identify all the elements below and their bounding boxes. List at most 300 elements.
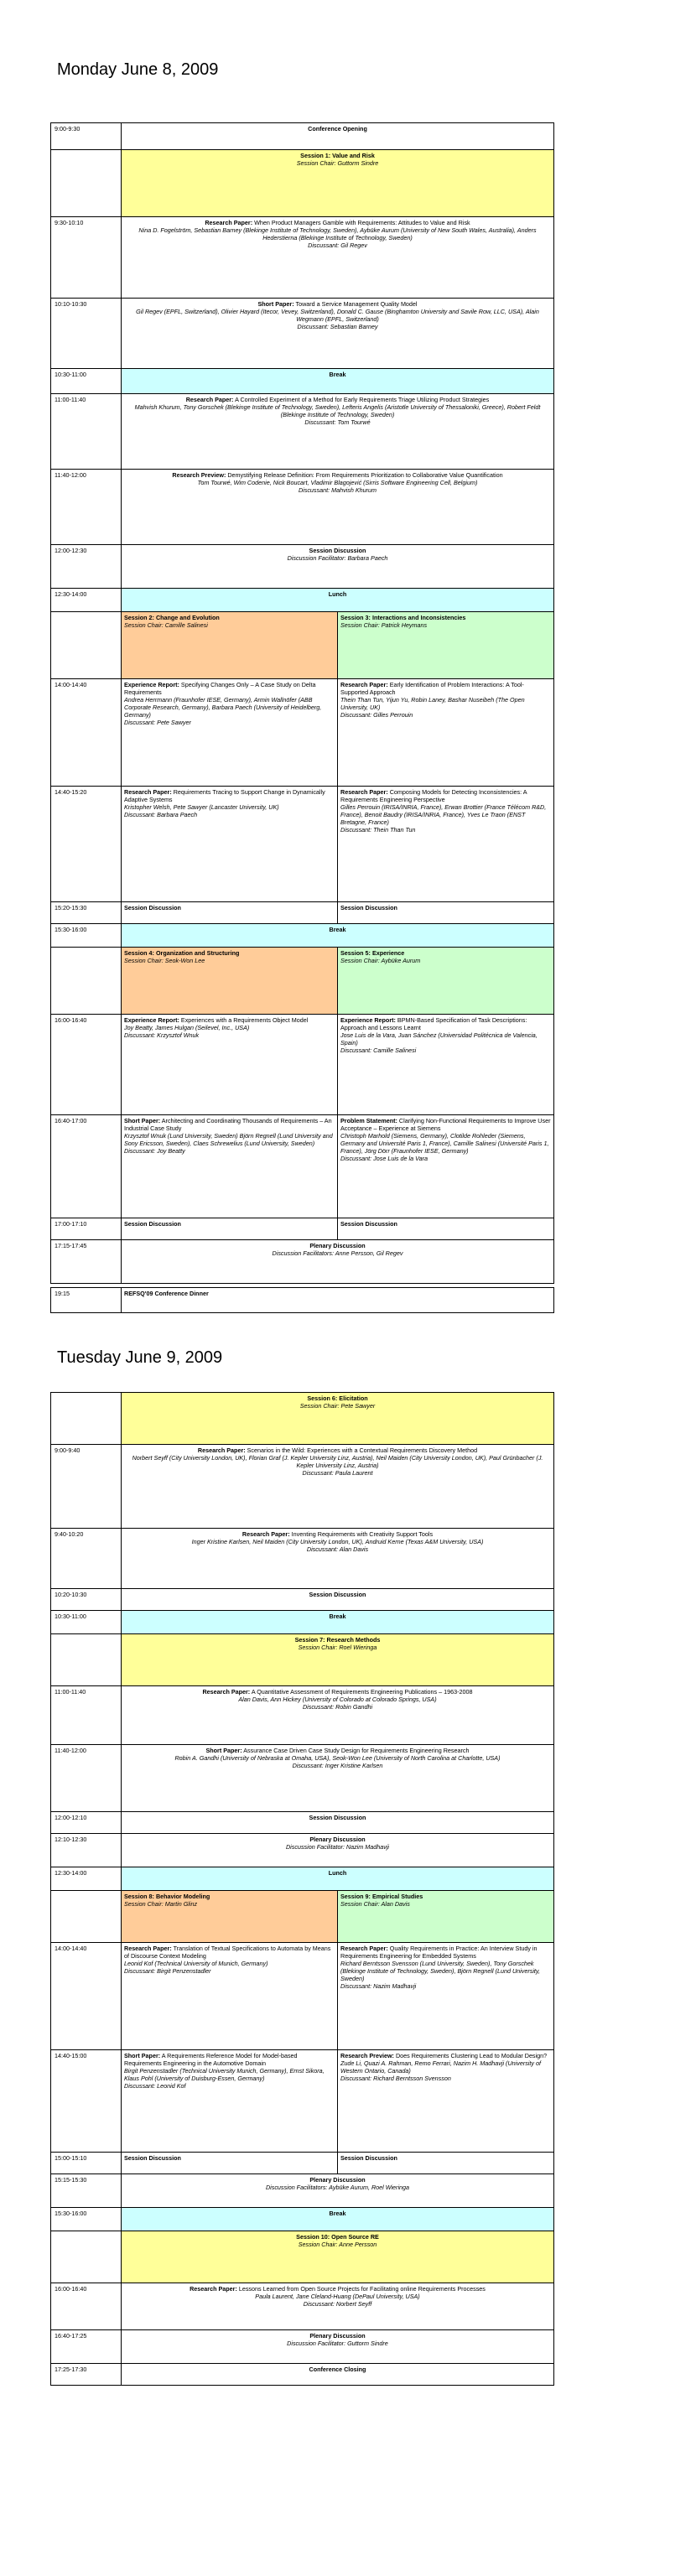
entry-text: Zude Li, Quazi A. Rahman, Remo Ferrari, Nazim H. Madhavji (University of Western Ontario, Canada) xyxy=(340,2059,541,2075)
entry-text: Paula Laurent, Jane Cleland-Huang (DePaul University, USA) xyxy=(255,2293,420,2300)
entry-text: Birgit Penzenstadler (Technical University Munich, Germany), Ernst Sikora, Klaus Pohl (University of Duisburg-Essen, Germany) xyxy=(124,2067,325,2082)
session-cell xyxy=(122,2174,554,2208)
entry-line xyxy=(340,1016,551,1031)
entry-line xyxy=(124,1454,551,1469)
schedule-row xyxy=(51,545,554,589)
entry-line xyxy=(124,1249,551,1257)
entry-text: Session Chair: Pete Sawyer xyxy=(299,1402,376,1410)
entry-text: Joy Beatty, James Hulgan (Seilevel, Inc., USA) xyxy=(124,1024,250,1031)
entry-text: Discussant: Gilles Perrouin xyxy=(340,711,413,719)
track-left-cell xyxy=(122,948,338,1015)
entry-text: Discussant: Leonid Kof xyxy=(124,2082,186,2090)
entry-line xyxy=(124,1545,551,1553)
entry-text: Session Chair: Seok-Won Lee xyxy=(124,957,205,964)
entry-text: Discussant: Norbert Seyff xyxy=(303,2300,372,2308)
track-left-cell xyxy=(122,1943,338,2050)
entry-text: Discussion Facilitator: Guttorm Sindre xyxy=(287,2340,388,2347)
session-cell xyxy=(122,470,554,545)
entry-kind: Experience Report: xyxy=(340,1016,396,1024)
entry-kind: Research Paper: xyxy=(340,788,388,796)
entry-line xyxy=(124,396,551,403)
entry-line xyxy=(340,803,551,826)
entry-text: Discussant: Thein Than Tun xyxy=(340,826,416,834)
entry-line xyxy=(124,1394,551,1402)
entry-line xyxy=(340,957,551,964)
entry-kind: Problem Statement: xyxy=(340,1117,397,1124)
entry-title: Assurance Case Driven Case Study Design for Requirements Engineering Research xyxy=(243,1747,470,1754)
time-cell: 17:15-17:45 xyxy=(51,1240,122,1284)
entry-line xyxy=(340,621,551,629)
session-cell xyxy=(122,1686,554,1745)
entry-line xyxy=(340,2059,551,2075)
entry-line xyxy=(124,471,551,479)
entry-text: Break xyxy=(329,926,346,933)
track-right-cell xyxy=(338,948,554,1015)
entry-kind: Short Paper: xyxy=(257,300,294,308)
schedule-row xyxy=(51,2174,554,2208)
entry-text: Discussant: Tom Tourwé xyxy=(304,418,371,426)
entry-title: A Requirements Reference Model for Model-based Requirements Engineering in the Automotive Domain xyxy=(124,2052,298,2067)
entry-text: Mahvish Khurum, Tony Gorschek (Blekinge Institute of Technology, Sweden), Lefteris Angelis (Aristotle University of Thessaloniki, Greece), Robert Feldt (Blekinge Institute of Technology, Sweden) xyxy=(134,403,541,418)
entry-line xyxy=(124,152,551,159)
entry-text: Conference Closing xyxy=(309,2366,366,2373)
entry-text: Lunch xyxy=(328,1869,347,1877)
entry-title: Inventing Requirements with Creativity Support Tools xyxy=(291,1530,434,1538)
entry-kind: Research Preview: xyxy=(172,471,226,479)
entry-line xyxy=(124,1469,551,1477)
track-left-cell xyxy=(122,2153,338,2174)
entry-text: Session 3: Interactions and Inconsistencies xyxy=(340,614,466,621)
entry-kind: Research Paper: xyxy=(197,1446,246,1454)
entry-line xyxy=(124,1132,335,1147)
entry-kind: Research Paper: xyxy=(202,1688,251,1696)
entry-line xyxy=(124,811,335,818)
session-cell xyxy=(122,1589,554,1611)
time-cell xyxy=(51,2231,122,2283)
time-cell: 16:00-16:40 xyxy=(51,2283,122,2330)
entry-text: Session Chair: Alan Davis xyxy=(340,1900,410,1908)
time-cell: 12:00-12:30 xyxy=(51,545,122,589)
session-cell xyxy=(122,1745,554,1812)
time-cell: 15:30-16:00 xyxy=(51,924,122,948)
session-cell xyxy=(122,1529,554,1589)
entry-line xyxy=(340,1982,551,1990)
entry-text: Session 9: Empirical Studies xyxy=(340,1893,423,1900)
day-title: Monday June 8, 2009 xyxy=(57,60,219,79)
entry-line xyxy=(124,2332,551,2340)
entry-title: Early Identification of Problem Interactions: A Tool-Supported Approach xyxy=(340,681,524,696)
track-right-cell xyxy=(338,679,554,787)
entry-line xyxy=(124,1762,551,1769)
track-right-cell xyxy=(338,1891,554,1943)
entry-text: Kristopher Welsh, Pete Sawyer (Lancaster University, UK) xyxy=(124,803,279,811)
entry-line xyxy=(340,1046,551,1054)
session-cell xyxy=(122,1867,554,1891)
entry-text: Leonid Kof (Technical University of Munich, Germany) xyxy=(124,1960,268,1967)
time-cell: 10:30-11:00 xyxy=(51,369,122,394)
entry-text: Gilles Perrouin (IRISA/INRIA, France), Erwan Brottier (France Télécom R&D, France), Benoit Baudry (IRISA/INRIA, France), Yves Le Traon (ENST Bretagne, France) xyxy=(340,803,547,826)
entry-text: Session 8: Behavior Modeling xyxy=(124,1893,210,1900)
session-cell xyxy=(122,299,554,369)
entry-line xyxy=(124,486,551,494)
time-cell xyxy=(51,948,122,1015)
entry-line xyxy=(124,1220,335,1228)
entry-kind: Research Paper: xyxy=(340,681,388,688)
time-cell: 14:40-15:00 xyxy=(51,2050,122,2153)
time-cell: 15:15-15:30 xyxy=(51,2174,122,2208)
entry-line xyxy=(340,1155,551,1162)
time-cell: 10:30-11:00 xyxy=(51,1611,122,1634)
schedule-row xyxy=(51,150,554,217)
entry-line xyxy=(124,1747,551,1754)
entry-text: Nina D. Fogelström, Sebastian Barney (Blekinge Institute of Technology, Sweden), Aybüke Aurum (University of New South Wales, Australia), Anders Hederstierna (Blekinge Institute of Technology, Sweden) xyxy=(138,226,537,242)
entry-line xyxy=(340,1132,551,1155)
time-cell: 11:00-11:40 xyxy=(51,1686,122,1745)
entry-kind: Research Preview: xyxy=(340,2052,394,2059)
session-cell xyxy=(122,1445,554,1529)
entry-line xyxy=(124,554,551,562)
entry-line xyxy=(124,1031,335,1039)
entry-line xyxy=(124,159,551,167)
track-left-cell xyxy=(122,1015,338,1115)
schedule-row xyxy=(51,948,554,1015)
entry-text: Discussant: Sebastian Barney xyxy=(297,323,378,330)
schedule-row xyxy=(51,589,554,612)
entry-kind: Short Paper: xyxy=(205,1747,242,1754)
entry-line xyxy=(124,621,335,629)
schedule-row xyxy=(51,1745,554,1812)
entry-line xyxy=(124,1843,551,1851)
schedule-row xyxy=(51,1240,554,1284)
entry-line xyxy=(124,1117,335,1132)
entry-text: Lunch xyxy=(328,590,347,598)
entry-title: A Controlled Experiment of a Method for Early Requirements Triage Utilizing Product Strategies xyxy=(235,396,490,403)
schedule-row xyxy=(51,123,554,150)
entry-text: Discussion Facilitator: Nazim Madhavji xyxy=(285,1843,390,1851)
track-left-cell xyxy=(122,2050,338,2153)
entry-line xyxy=(124,418,551,426)
track-left-cell xyxy=(122,1115,338,1218)
entry-text: Session Chair: Camille Salinesi xyxy=(124,621,208,629)
entry-line xyxy=(124,1530,551,1538)
schedule-row xyxy=(51,1015,554,1115)
entry-text: Discussant: Paula Laurent xyxy=(302,1469,373,1477)
entry-line xyxy=(340,2154,551,2162)
time-cell: 10:10-10:30 xyxy=(51,299,122,369)
entry-line xyxy=(340,949,551,957)
schedule-row xyxy=(51,679,554,787)
schedule-row xyxy=(51,2364,554,2386)
schedule-row xyxy=(51,924,554,948)
entry-line xyxy=(124,2067,335,2082)
entry-text: Session Chair: Patrick Heymans xyxy=(340,621,428,629)
entry-text: Plenary Discussion xyxy=(309,2176,366,2184)
entry-text: Discussant: Inger Kristine Karlsen xyxy=(292,1762,383,1769)
schedule-row xyxy=(51,1834,554,1867)
entry-line xyxy=(124,696,335,719)
entry-text: REFSQ'09 Conference Dinner xyxy=(124,1290,209,1297)
entry-text: Session Discussion xyxy=(124,1220,181,1228)
entry-line xyxy=(124,2176,551,2184)
entry-text: Discussant: Nazim Madhavji xyxy=(340,1982,417,1990)
schedule-row xyxy=(51,1611,554,1634)
time-cell: 15:20-15:30 xyxy=(51,902,122,924)
entry-line xyxy=(340,826,551,834)
entry-text: Break xyxy=(329,1613,346,1620)
time-cell: 9:40-10:20 xyxy=(51,1529,122,1589)
session-cell xyxy=(122,150,554,217)
entry-text: Norbert Seyff (City University London, UK), Florian Graf (J. Kepler University Linz, Austria), Neil Maiden (City University London, UK), Paul Grünbacher (J. Kepler University Linz, Austria) xyxy=(132,1454,543,1469)
session-cell xyxy=(122,1240,554,1284)
entry-line xyxy=(124,1242,551,1249)
entry-line xyxy=(124,1754,551,1762)
schedule-row xyxy=(51,2208,554,2231)
entry-line xyxy=(340,711,551,719)
entry-text: Krzysztof Wnuk (Lund University, Sweden) Björn Regnell (Lund University and Sony Ericsson, Sweden), Claes Schrewelius (Lund University, Sweden) xyxy=(124,1132,333,1147)
schedule-row xyxy=(51,1115,554,1218)
time-cell: 15:00-15:10 xyxy=(51,2153,122,2174)
entry-text: Session Discussion xyxy=(124,2154,181,2162)
entry-text: Session 10: Open Source RE xyxy=(296,2233,379,2241)
entry-line xyxy=(124,547,551,554)
event-cell xyxy=(122,1288,554,1313)
schedule-row xyxy=(51,217,554,299)
entry-text: Discussion Facilitator: Barbara Paech xyxy=(287,554,388,562)
time-cell: 11:40-12:00 xyxy=(51,470,122,545)
entry-line xyxy=(124,926,551,933)
session-cell xyxy=(122,924,554,948)
entry-line xyxy=(124,125,551,132)
entry-line xyxy=(124,2241,551,2248)
entry-line xyxy=(124,681,335,696)
entry-line xyxy=(124,1024,335,1031)
schedule-row xyxy=(51,2231,554,2283)
entry-line xyxy=(124,1696,551,1703)
time-cell: 15:30-16:00 xyxy=(51,2208,122,2231)
time-cell: 9:30-10:10 xyxy=(51,217,122,299)
entry-line xyxy=(340,1893,551,1900)
time-cell: 11:00-11:40 xyxy=(51,394,122,470)
schedule-row xyxy=(51,369,554,394)
entry-text: Session Discussion xyxy=(340,904,397,911)
entry-text: Discussant: Mahvish Khurum xyxy=(298,486,377,494)
schedule-row xyxy=(51,1812,554,1834)
time-cell: 17:25-17:30 xyxy=(51,2364,122,2386)
schedule-row xyxy=(51,2153,554,2174)
time-cell: 12:30-14:00 xyxy=(51,589,122,612)
entry-text: Alan Davis, Ann Hickey (University of Colorado at Colorado Springs, USA) xyxy=(238,1696,437,1703)
time-cell: 17:00-17:10 xyxy=(51,1218,122,1240)
entry-text: Discussant: Camille Salinesi xyxy=(340,1046,417,1054)
entry-line xyxy=(124,308,551,323)
entry-line xyxy=(124,1893,335,1900)
entry-line xyxy=(124,1016,335,1024)
day-title: Tuesday June 9, 2009 xyxy=(57,1348,223,1367)
entry-kind: Research Paper: xyxy=(124,1945,172,1952)
session-cell xyxy=(122,2330,554,2364)
entry-text: Discussant: Joy Beatty xyxy=(124,1147,185,1155)
session-cell xyxy=(122,1634,554,1686)
time-cell: 12:30-14:00 xyxy=(51,1867,122,1891)
entry-text: Break xyxy=(329,2210,346,2217)
entry-text: Session Discussion xyxy=(309,1814,366,1821)
entry-text: Session Chair: Aybüke Aurum xyxy=(340,957,421,964)
entry-text: Discussant: Alan Davis xyxy=(306,1545,369,1553)
entry-line xyxy=(124,2293,551,2300)
schedule-row xyxy=(51,1529,554,1589)
schedule-row xyxy=(51,470,554,545)
entry-line xyxy=(124,2154,335,2162)
entry-title: Lessons Learned from Open Source Projects for Facilitating online Requirements Processes xyxy=(238,2285,486,2293)
entry-line xyxy=(124,590,551,598)
entry-line xyxy=(340,2075,551,2082)
entry-line xyxy=(124,1538,551,1545)
entry-text: Session Chair: Anne Persson xyxy=(298,2241,377,2248)
entry-kind: Experience Report: xyxy=(124,1016,179,1024)
track-left-cell xyxy=(122,1218,338,1240)
entry-title: Specifying Changes Only – A Case Study on Delta Requirements xyxy=(124,681,316,696)
session-cell xyxy=(122,545,554,589)
entry-title: Toward a Service Management Quality Model xyxy=(295,300,418,308)
track-left-cell xyxy=(122,902,338,924)
entry-text: Tom Tourwé, Wim Codenie, Nick Boucart, Vladimir Blagojević (Sirris Software Engineering Cell, Belgium) xyxy=(197,479,478,486)
entry-line xyxy=(124,1147,335,1155)
entry-text: Discussant: Jose Luis de la Vara xyxy=(340,1155,429,1162)
entry-text: Session Discussion xyxy=(124,904,181,911)
entry-line xyxy=(124,614,335,621)
entry-line xyxy=(340,1220,551,1228)
entry-text: Plenary Discussion xyxy=(309,1836,366,1843)
schedule-row xyxy=(51,2050,554,2153)
schedule-row xyxy=(51,1288,554,1313)
schedule-table xyxy=(50,1392,554,2386)
entry-line xyxy=(124,403,551,418)
entry-text: Discussant: Barbara Paech xyxy=(124,811,198,818)
entry-text: Richard Berntsson Svensson (Lund University, Sweden), Tony Gorschek (Blekinge Institute of Technology, Sweden), Björn Regnell (Lund University, Sweden) xyxy=(340,1960,540,1982)
entry-title: Requirements Tracing to Support Change in Dynamically Adaptive Systems xyxy=(124,788,325,803)
entry-title: A Quantitative Assessment of Requirements Engineering Publications – 1963-2008 xyxy=(251,1688,473,1696)
session-cell xyxy=(122,2283,554,2330)
entry-line xyxy=(124,479,551,486)
session-cell xyxy=(122,1393,554,1445)
entry-line xyxy=(124,904,335,911)
entry-title: Composing Models for Detecting Inconsistencies: A Requirements Engineering Perspective xyxy=(340,788,527,803)
schedule-row xyxy=(51,787,554,902)
time-cell: 12:00-12:10 xyxy=(51,1812,122,1834)
entry-text: Discussant: Gil Regev xyxy=(308,242,367,249)
time-cell: 14:40-15:20 xyxy=(51,787,122,902)
schedule-row xyxy=(51,1393,554,1445)
entry-kind: Research Paper: xyxy=(205,219,253,226)
schedule-row xyxy=(51,299,554,369)
entry-text: Discussant: Krzysztof Wnuk xyxy=(124,1031,200,1039)
entry-title: Translation of Textual Specifications to Automata by Means of Discourse Context Modeling xyxy=(124,1945,331,1960)
session-cell xyxy=(122,2364,554,2386)
entry-text: Session Discussion xyxy=(340,1220,397,1228)
entry-line xyxy=(340,2052,551,2059)
entry-line xyxy=(124,1900,335,1908)
time-cell xyxy=(51,150,122,217)
session-cell xyxy=(122,394,554,470)
schedule-table xyxy=(50,1287,554,1313)
entry-line xyxy=(340,1117,551,1132)
entry-line xyxy=(340,696,551,711)
entry-text: Plenary Discussion xyxy=(309,2332,366,2340)
session-cell xyxy=(122,1834,554,1867)
time-cell: 16:40-17:25 xyxy=(51,2330,122,2364)
time-cell: 9:00-9:40 xyxy=(51,1445,122,1529)
entry-text: Discussant: Birgit Penzenstadler xyxy=(124,1967,211,1975)
entry-title: When Product Managers Gamble with Requirements: Attitudes to Value and Risk xyxy=(254,219,470,226)
track-right-cell xyxy=(338,902,554,924)
schedule-row xyxy=(51,2283,554,2330)
entry-text: Discussant: Robin Gandhi xyxy=(302,1703,373,1711)
entry-line xyxy=(124,1703,551,1711)
entry-title: Clarifying Non-Functional Requirements to Improve User Acceptance – Experience at Siemens xyxy=(340,1117,551,1132)
session-cell xyxy=(122,369,554,394)
time-cell: 16:40-17:00 xyxy=(51,1115,122,1218)
time-cell: 14:00-14:40 xyxy=(51,1943,122,2050)
schedule-row xyxy=(51,2330,554,2364)
entry-line xyxy=(124,371,551,378)
entry-line xyxy=(124,1402,551,1410)
track-right-cell xyxy=(338,2153,554,2174)
time-cell xyxy=(51,1634,122,1686)
entry-line xyxy=(340,1945,551,1960)
time-cell: 19:15 xyxy=(51,1288,122,1313)
session-cell xyxy=(122,217,554,299)
entry-title: Does Requirements Clustering Lead to Modular Design? xyxy=(395,2052,548,2059)
entry-text: Discussant: Richard Berntsson Svensson xyxy=(340,2075,451,2082)
session-cell xyxy=(122,2231,554,2283)
entry-kind: Short Paper: xyxy=(124,2052,161,2059)
entry-line xyxy=(124,2082,335,2090)
entry-line xyxy=(124,957,335,964)
entry-line xyxy=(124,1591,551,1598)
schedule-row xyxy=(51,1218,554,1240)
schedule-row xyxy=(51,1634,554,1686)
entry-line xyxy=(340,1960,551,1982)
entry-line xyxy=(340,614,551,621)
entry-line xyxy=(124,803,335,811)
entry-line xyxy=(340,1900,551,1908)
entry-kind: Experience Report: xyxy=(124,681,179,688)
entry-text: Discussion Facilitators: Aybüke Aurum, Roel Wieringa xyxy=(265,2184,410,2191)
entry-line xyxy=(124,226,551,242)
time-cell: 9:00-9:30 xyxy=(51,123,122,150)
entry-line xyxy=(124,1446,551,1454)
track-right-cell xyxy=(338,1015,554,1115)
entry-line xyxy=(124,219,551,226)
entry-text: Session Chair: Guttorm Sindre xyxy=(296,159,379,167)
entry-line xyxy=(124,2184,551,2191)
entry-kind: Research Paper: xyxy=(185,396,234,403)
track-left-cell xyxy=(122,612,338,679)
entry-line xyxy=(124,2285,551,2293)
track-right-cell xyxy=(338,1943,554,2050)
entry-line xyxy=(124,719,335,726)
track-right-cell xyxy=(338,787,554,902)
entry-kind: Research Paper: xyxy=(242,1530,290,1538)
entry-text: Jose Luis de la Vara, Juan Sánchez (Universidad Politécnica de Valencia, Spain) xyxy=(340,1031,538,1046)
entry-line xyxy=(124,788,335,803)
track-right-cell xyxy=(338,2050,554,2153)
schedule-row xyxy=(51,612,554,679)
entry-line xyxy=(124,2052,335,2067)
entry-line xyxy=(124,2366,551,2373)
entry-line xyxy=(124,1945,335,1960)
entry-text: Inger Kristine Karlsen, Neil Maiden (City University London, UK), Andruid Kerne (Texas A&M University, USA) xyxy=(191,1538,484,1545)
